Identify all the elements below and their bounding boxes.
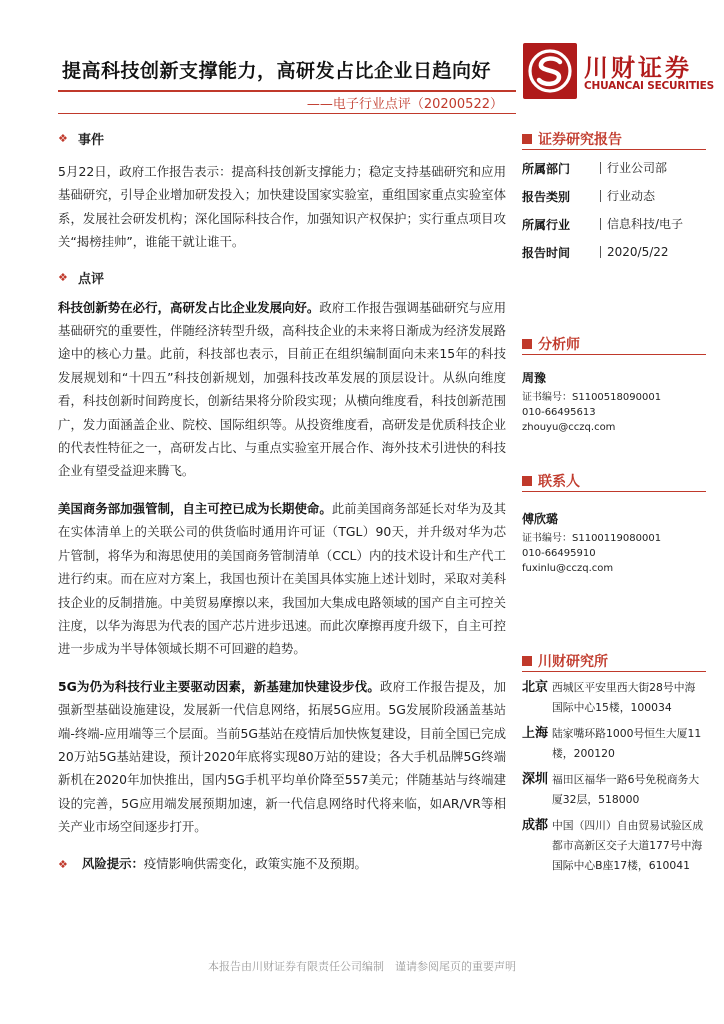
square-bullet-icon xyxy=(522,339,532,349)
comment-paragraph-3 xyxy=(58,675,506,839)
contact-email[interactable]: fuxinlu@cczq.com xyxy=(522,563,614,574)
info-value: 2020/5/22 xyxy=(600,246,669,258)
header-divider-bottom xyxy=(58,113,516,114)
event-paragraph: 5月22日，政府工作报告表示：提高科技创新支撑能力；稳定支持基础研究和应用基础研究，引导企业增加研发投入；加快建设国家实验室，重组国家重点实验室体系，发展社会研发机构；深化国际科技合作，加强知识产权保护；实行重点项目攻关“揭榜挂帅”，谁能干就让谁干。 xyxy=(58,164,506,250)
institute-heading xyxy=(522,650,706,672)
office-address: 西城区平安里西大街28号中海国际中心15楼，100034 xyxy=(552,681,696,714)
info-row-date xyxy=(522,238,706,266)
comment-paragraph-2 xyxy=(58,497,506,661)
comment-paragraph-1 xyxy=(58,296,506,483)
square-bullet-icon xyxy=(522,476,532,486)
contact-heading xyxy=(522,470,706,492)
info-key: 所属部门 xyxy=(522,161,571,176)
page-footer: 本报告由川财证券有限责任公司编制 谨请参阅尾页的重要声明 xyxy=(208,960,516,973)
risk-text: 疫情影响供需变化，政策实施不及预期。 xyxy=(143,855,367,871)
contact-cert: 证书编号：S1100119080001 xyxy=(522,533,662,544)
office-chengdu xyxy=(522,816,706,876)
info-row-category xyxy=(522,182,706,210)
office-shanghai xyxy=(522,724,706,764)
paragraph-body: 此前美国商务部延长对华为及其在实体清单上的关联公司的供货临时通用许可证（TGL）90天，并升级对华为芯片管制，将华为和海思使用的美国商务管制清单（CCL）内的技术设计和生产代工进行约束。而在应对方案上，我国也预计在美国具体实施上述计划时，采取对美科技企业的反制措施。中美贸易摩擦以来，我国加大集成电路领域的国产自主可控关注度，以华为海思为代表的国产芯片进步迅速。而此次摩擦再度升级下，自主可控进一步成为半导体领域长期不可回避的趋势。 xyxy=(58,500,507,657)
risk-warning xyxy=(58,853,506,876)
section-event-title: 事件 xyxy=(78,132,105,148)
analyst-email[interactable]: zhouyu@cczq.com xyxy=(522,422,616,433)
info-row-department xyxy=(522,154,706,182)
report-info-title: 证券研究报告 xyxy=(538,131,622,148)
institute-panel xyxy=(522,650,706,882)
office-address: 陆家嘴环路1000号恒生大厦11楼，200120 xyxy=(552,727,702,760)
contact-panel xyxy=(522,470,706,576)
paragraph-lead: 5G为仍为科技行业主要驱动因素，新基建加快建设步伐。 xyxy=(58,678,380,694)
office-city: 深圳 xyxy=(522,772,549,787)
office-beijing xyxy=(522,678,706,718)
square-bullet-icon xyxy=(522,656,532,666)
paragraph-body: 政府工作报告强调基础研究与应用基础研究的重要性，伴随经济转型升级，高科技企业的未来将日渐成为经济发展路途中的核心力量。此前，科技部也表示，目前正在组织编制面向未来15年的科技发展规划和“十四五”科技创新规划，加强科技改革发展的顶层设计。从纵向维度看，科技创新时间跨度长，创新结果将分阶段实现；从横向维度看，科技创新范围广，发力面涵盖企业、院校、国际组织等。从投资维度看，高研发是优质科技企业的代表性特征之一，高研发占比、与重点实验室开展合作、海外技术引进快的科技企业有望受益迎来腾飞。 xyxy=(58,299,507,479)
contact-name: 傅欣璐 xyxy=(522,512,559,526)
office-address: 中国（四川）自由贸易试验区成都市高新区交子大道177号中海国际中心B座17楼，610041 xyxy=(552,819,704,872)
paragraph-lead: 美国商务部加强管制，自主可控已成为长期使命。 xyxy=(58,500,332,516)
report-info-panel xyxy=(522,128,706,266)
diamond-bullet-icon: ❖ xyxy=(58,131,68,145)
risk-label: 风险提示： xyxy=(81,855,144,871)
paragraph-body: 政府工作报告提及，加强新型基础设施建设，发展新一代信息网络，拓展5G应用。5G发展阶段涵盖基站端-终端-应用端等三个层面。当前5G基站在疫情后加快恢复建设，目前全国已完成20万站5G基站建设，预计2020年底将实现80万站的建设；各大手机品牌5G终端新机在2020年加快推出，国内5G手机平均单价降至557美元；伴随基站与终端建设的完善，5G应用端发展预期加速，新一代信息网络时代将来临，如AR/VR等相关产业市场空间逐步打开。 xyxy=(58,678,507,835)
analyst-heading xyxy=(522,333,706,355)
info-key: 所属行业 xyxy=(522,217,571,232)
analyst-phone: 010-66495613 xyxy=(522,407,596,418)
institute-title: 川财研究所 xyxy=(538,653,608,670)
section-comment-heading xyxy=(58,268,506,288)
page-subtitle: ——电子行业点评（20200522） xyxy=(306,97,503,112)
contact-phone: 010-66495910 xyxy=(522,548,596,559)
report-info-heading xyxy=(522,128,706,150)
company-logo xyxy=(522,42,714,102)
page-title: 提高科技创新支撑能力，高研发占比企业日趋向好 xyxy=(62,60,492,82)
info-value: 行业公司部 xyxy=(600,162,667,174)
office-address: 福田区福华一路6号免税商务大厦32层，518000 xyxy=(552,773,700,806)
office-city: 成都 xyxy=(522,818,549,833)
section-event-heading xyxy=(58,128,506,148)
info-key: 报告时间 xyxy=(522,245,571,260)
logo-mark-icon xyxy=(522,42,578,100)
section-comment-title: 点评 xyxy=(78,272,105,288)
info-key: 报告类别 xyxy=(522,189,571,204)
square-bullet-icon xyxy=(522,134,532,144)
info-value: 信息科技/电子 xyxy=(600,218,683,230)
analyst-cert: 证书编号：S1100518090001 xyxy=(522,392,662,403)
office-city: 上海 xyxy=(522,726,549,741)
office-shenzhen xyxy=(522,770,706,810)
analyst-title: 分析师 xyxy=(538,336,580,353)
logo-text-cn: 川财证券 xyxy=(584,54,692,82)
diamond-bullet-icon: ❖ xyxy=(58,857,68,871)
analyst-name: 周豫 xyxy=(522,371,547,385)
info-value: 行业动态 xyxy=(600,190,655,202)
report-header xyxy=(0,0,724,120)
office-city: 北京 xyxy=(522,680,549,695)
logo-text-en: CHUANCAI SECURITIES xyxy=(584,80,714,92)
contact-title: 联系人 xyxy=(538,473,580,490)
info-row-industry xyxy=(522,210,706,238)
header-divider xyxy=(58,90,516,92)
diamond-bullet-icon: ❖ xyxy=(58,271,68,285)
main-column xyxy=(58,128,506,876)
analyst-panel xyxy=(522,333,706,435)
paragraph-lead: 科技创新势在必行，高研发占比企业发展向好。 xyxy=(58,299,320,315)
